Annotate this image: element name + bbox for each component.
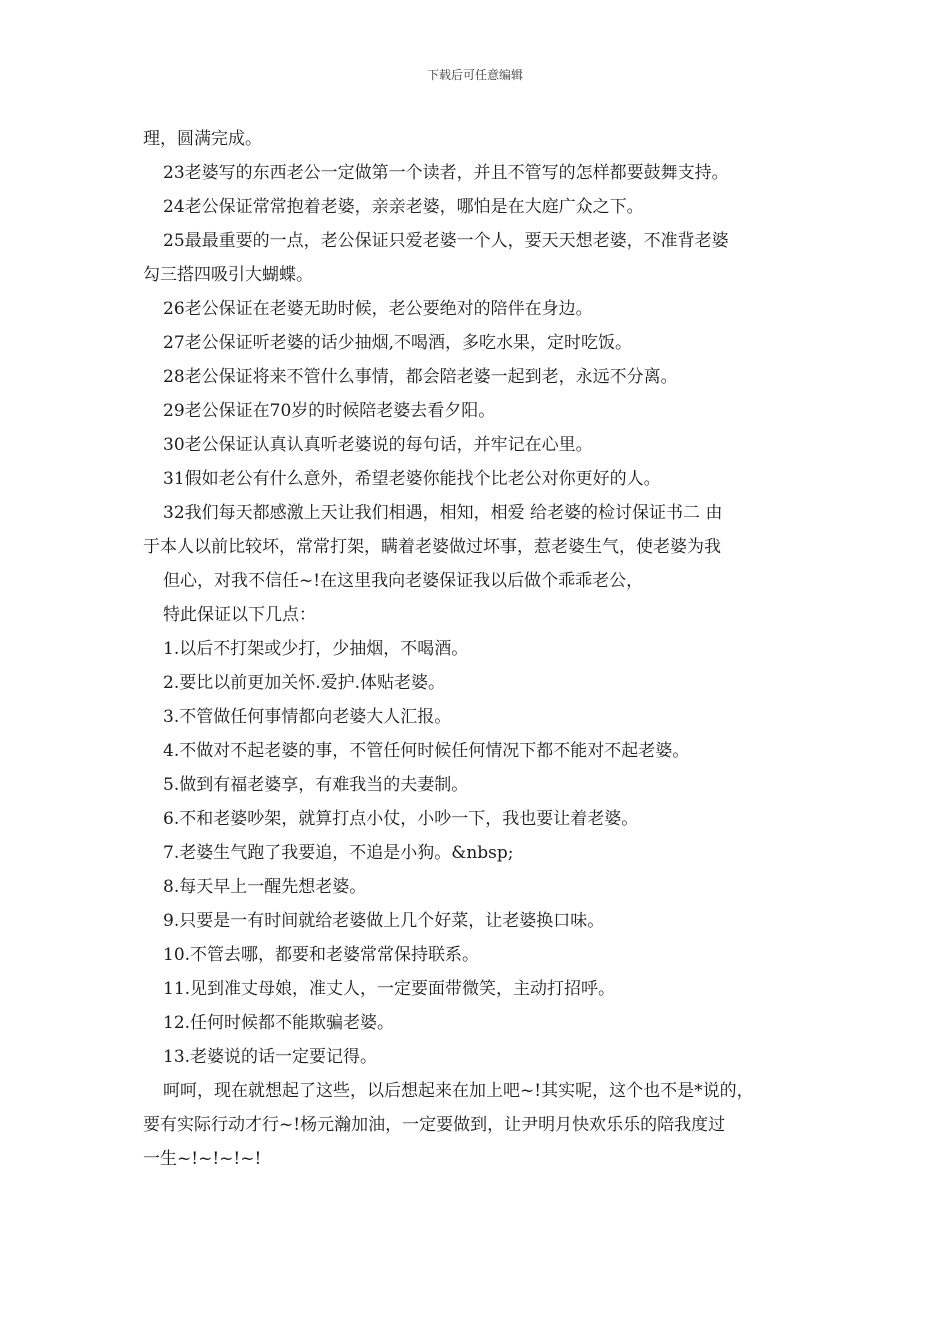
text-line: 1.以后不打架或少打，少抽烟，不喝酒。 <box>163 639 469 659</box>
text-line: 32我们每天都感激上天让我们相遇，相知，相爱 给老婆的检讨保证书二 由 <box>163 503 723 523</box>
text-line: 30老公保证认真认真听老婆说的每句话，并牢记在心里。 <box>163 435 593 455</box>
text-line: 6.不和老婆吵架，就算打点小仗，小吵一下，我也要让着老婆。 <box>163 809 639 829</box>
text-line: 8.每天早上一醒先想老婆。 <box>163 877 367 897</box>
text-line: 9.只要是一有时间就给老婆做上几个好菜，让老婆换口味。 <box>163 911 605 931</box>
text-line: 12.任何时候都不能欺骗老婆。 <box>163 1013 395 1033</box>
text-line: 25最最重要的一点，老公保证只爱老婆一个人，要天天想老婆，不准背老婆 <box>163 231 729 251</box>
page-header-note: 下载后可任意编辑 <box>426 68 523 82</box>
text-line: 但心，对我不信任~!在这里我向老婆保证我以后做个乖乖老公， <box>163 571 644 591</box>
text-line: 27老公保证听老婆的话少抽烟,不喝酒，多吃水果，定时吃饭。 <box>163 333 633 353</box>
text-line: 特此保证以下几点： <box>163 605 316 625</box>
text-line: 26老公保证在老婆无助时候，老公要绝对的陪伴在身边。 <box>163 299 593 319</box>
text-line: 呵呵，现在就想起了这些，以后想起来在加上吧~!其实呢，这个也不是*说的， <box>163 1081 754 1101</box>
text-line: 5.做到有福老婆享，有难我当的夫妻制。 <box>163 775 469 795</box>
text-line: 13.老婆说的话一定要记得。 <box>163 1047 378 1067</box>
text-line: 勾三搭四吸引大蝴蝶。 <box>143 265 313 285</box>
text-line: 要有实际行动才行~!杨元瀚加油，一定要做到，让尹明月快欢乐乐的陪我度过 <box>143 1115 726 1135</box>
text-line: 11.见到准丈母娘，准丈人，一定要面带微笑，主动打招呼。 <box>163 979 616 999</box>
text-line: 29老公保证在70岁的时候陪老婆去看夕阳。 <box>163 401 496 421</box>
text-line: 7.老婆生气跑了我要追，不追是小狗。&nbsp; <box>163 843 514 863</box>
text-line: 23老婆写的东西老公一定做第一个读者，并且不管写的怎样都要鼓舞支持。 <box>163 163 729 183</box>
text-line: 3.不管做任何事情都向老婆大人汇报。 <box>163 707 452 727</box>
text-line: 10.不管去哪，都要和老婆常常保持联系。 <box>163 945 480 965</box>
text-line: 24老公保证常常抱着老婆，亲亲老婆，哪怕是在大庭广众之下。 <box>163 197 644 217</box>
text-line: 于本人以前比较坏，常常打架，瞒着老婆做过坏事，惹老婆生气，使老婆为我 <box>143 537 721 557</box>
document-body <box>143 122 823 1176</box>
text-line: 28老公保证将来不管什么事情，都会陪老婆一起到老，永远不分离。 <box>163 367 678 387</box>
text-line: 一生~!~!~!~! <box>143 1149 262 1169</box>
text-line: 4.不做对不起老婆的事，不管任何时候任何情况下都不能对不起老婆。 <box>163 741 690 761</box>
text-line: 2.要比以前更加关怀.爱护.体贴老婆。 <box>163 673 446 693</box>
text-line: 31假如老公有什么意外，希望老婆你能找个比老公对你更好的人。 <box>163 469 661 489</box>
text-line: 理，圆满完成。 <box>143 129 262 149</box>
